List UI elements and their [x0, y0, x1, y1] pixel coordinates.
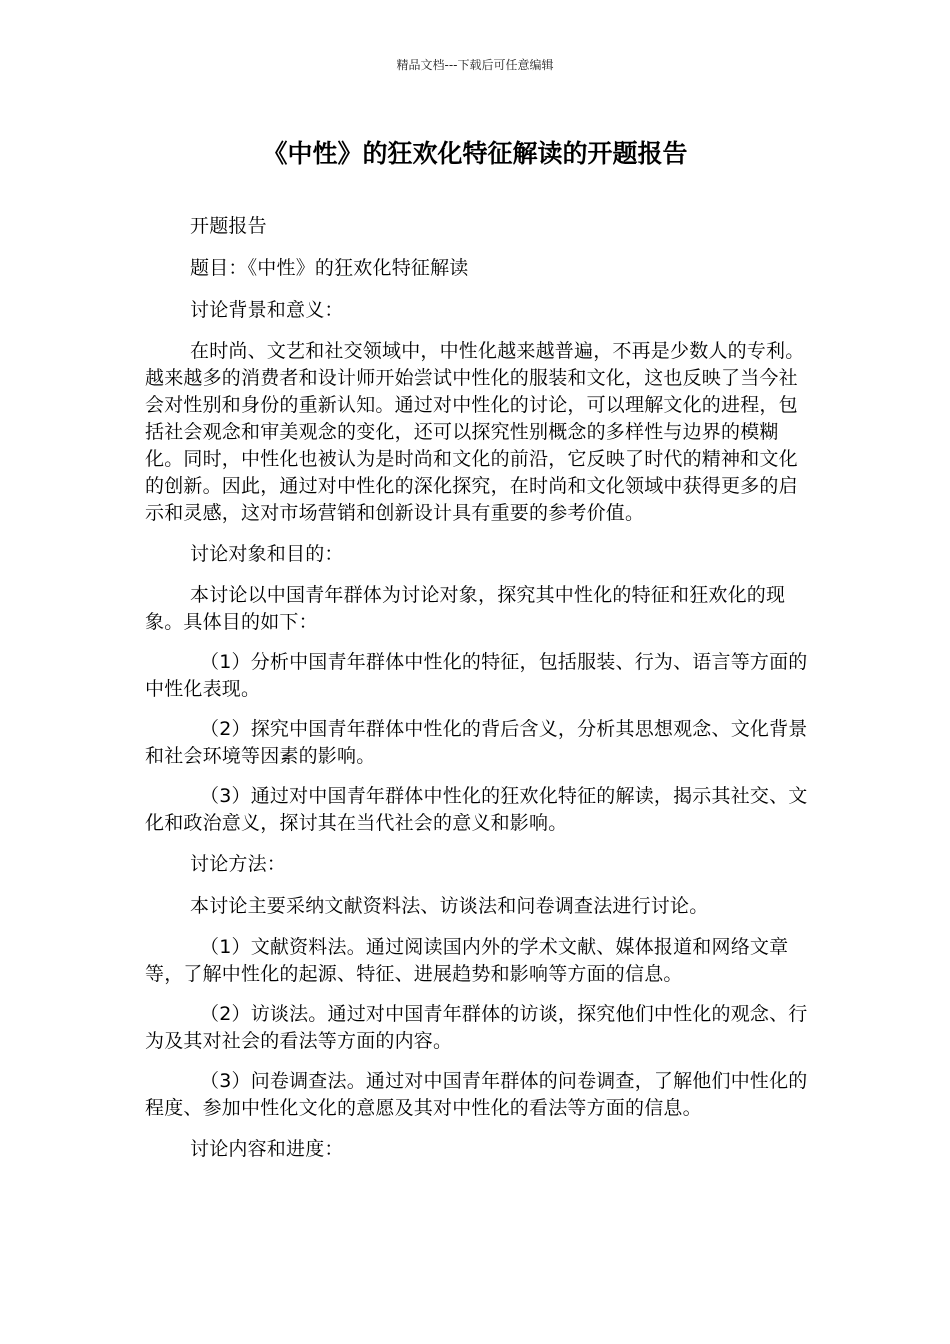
document-body	[145, 212, 815, 1177]
section-heading-content: 讨论内容和进度：	[190, 1138, 344, 1160]
goal-item-1: （1）分析中国青年群体中性化的特征，包括服装、行为、语言等方面的中性化表现。	[145, 651, 808, 700]
section-heading-methods: 讨论方法：	[190, 853, 287, 875]
section-heading-objects: 讨论对象和目的：	[190, 543, 344, 565]
report-label: 开题报告	[190, 215, 267, 237]
topic-line: 题目：《中性》的狂欢化特征解读	[190, 257, 469, 279]
page-header-note: 精品文档---下载后可任意编辑	[396, 58, 554, 72]
method-item-3: （3）问卷调查法。通过对中国青年群体的问卷调查，了解他们中性化的程度、参加中性化文化的意愿及其对中性化的看法等方面的信息。	[145, 1070, 808, 1119]
goal-item-2: （2）探究中国青年群体中性化的背后含义，分析其思想观念、文化背景和社会环境等因素的影响。	[145, 718, 808, 767]
section-heading-background: 讨论背景和意义：	[190, 299, 344, 321]
goal-item-3: （3）通过对中国青年群体中性化的狂欢化特征的解读，揭示其社交、文化和政治意义，探讨其在当代社会的意义和影响。	[145, 785, 808, 834]
method-item-2: （2）访谈法。通过对中国青年群体的访谈，探究他们中性化的观念、行为及其对社会的看法等方面的内容。	[145, 1003, 808, 1052]
background-paragraph: 在时尚、文艺和社交领域中，中性化越来越普遍，不再是少数人的专利。越来越多的消费者和设计师开始尝试中性化的服装和文化，这也反映了当今社会对性别和身份的重新认知。通过对中性化的讨论，可以理解文化的进程，包括社会观念和审美观念的变化，还可以探究性别概念的多样性与边界的模糊化。同时，中性化也被认为是时尚和文化的前沿，它反映了时代的精神和文化的创新。因此，通过对中性化的深化探究，在时尚和文化领域中获得更多的启示和灵感，这对市场营销和创新设计具有重要的参考价值。	[145, 340, 805, 524]
method-item-1: （1）文献资料法。通过阅读国内外的学术文献、媒体报道和网络文章等，了解中性化的起源、特征、进展趋势和影响等方面的信息。	[145, 936, 789, 985]
methods-paragraph: 本讨论主要采纳文献资料法、访谈法和问卷调查法进行讨论。	[190, 895, 709, 917]
document-title: 《中性》的狂欢化特征解读的开题报告	[262, 139, 688, 168]
objects-paragraph: 本讨论以中国青年群体为讨论对象，探究其中性化的特征和狂欢化的现象。具体目的如下：	[145, 584, 786, 633]
